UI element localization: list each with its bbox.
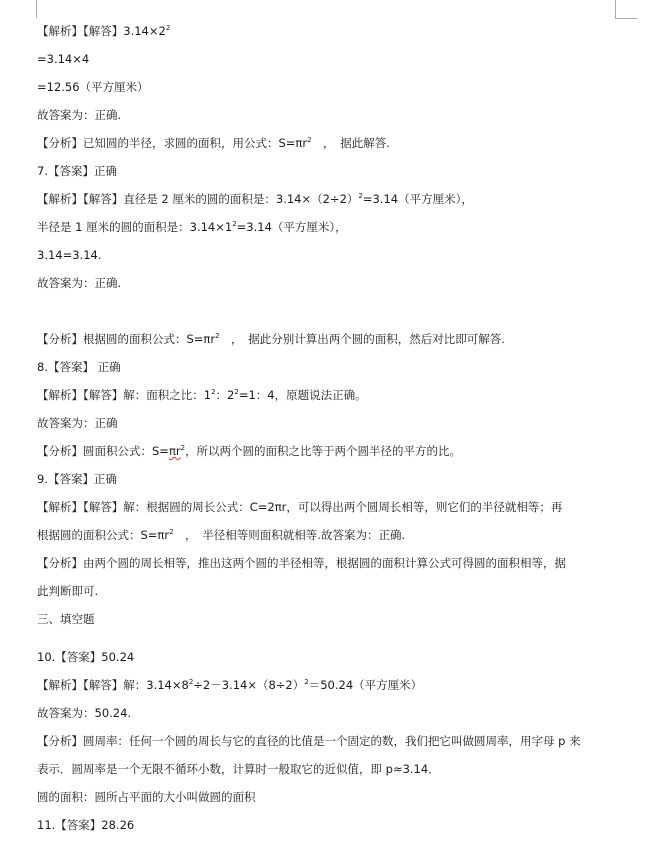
text-segment: 表示．圆周率是一个无限不循环小数，计算时一般取它的近似值，即 p≈3.14． [37,762,440,776]
text-line-11 [37,331,632,347]
text-line-28 [37,817,632,833]
text-segment: =3.14（平方厘米）， [236,220,347,234]
text-segment: 7.【答案】正确 [37,164,117,178]
text-segment: 2 [304,678,309,686]
text-segment: 此判断即可. [37,584,99,598]
text-line-7 [37,191,632,207]
text-line-19 [37,555,632,571]
text-segment: 9.【答案】正确 [37,472,117,486]
text-segment: ， 据此解答. [311,136,390,150]
text-line-14 [37,415,632,431]
page-corner-mark-left [36,0,37,18]
text-segment: ，所以两个圆的面积之比等于两个圆半径的平方的比。 [185,444,462,458]
text-line-23 [37,677,632,693]
text-segment: 故答案为：正确 [37,416,118,430]
text-segment: 2 [165,24,171,32]
text-segment: 故答案为：正确. [37,108,122,122]
text-segment: 三、填空题 [37,612,95,626]
text-line-15 [37,443,632,459]
text-line-22 [37,649,632,665]
text-segment: =12.56（平方厘米） [37,80,149,94]
text-line-25 [37,733,632,749]
text-line-4 [37,107,632,123]
text-line-10 [37,275,632,291]
text-segment: 圆的面积：圆所占平面的大小叫做圆的面积 [37,790,256,804]
text-line-3 [37,79,632,95]
text-line-16 [37,471,632,487]
text-segment: 【分析】由两个圆的周长相等，推出这两个圆的半径相等，根据圆的面积计算公式可得圆的面积相等，据 [37,556,566,570]
text-segment: 【解析】【解答】解：3.14×8 [37,678,189,692]
text-segment: 3.14=3.14. [37,248,102,262]
text-line-5 [37,135,632,151]
text-line-9 [37,247,632,263]
text-line-24 [37,705,632,721]
text-segment: 2 [234,388,239,396]
text-segment: 【解析】【解答】解：面积之比：1 [37,388,212,402]
text-segment: 【分析】圆周率：任何一个圆的周长与它的直径的比值是一个固定的数，我们把它叫做圆周率，用字母 p 来 [37,734,581,748]
text-segment: 根据圆的面积公式：S=πr [37,528,170,542]
text-segment: 2 [180,444,186,452]
text-segment: =3.14（平方厘米）， [362,192,473,206]
text-segment: 【解析】【解答】直径是 2 厘米的圆的面积是：3.14×（2÷2） [37,192,359,206]
text-segment: 【分析】根据圆的面积公式：S=πr [37,332,216,346]
text-segment: 2 [232,220,237,228]
text-line-1 [37,23,632,39]
text-segment: 2 [188,678,194,686]
text-line-13 [37,387,632,403]
text-line-2 [37,51,632,67]
text-line-18 [37,527,632,543]
text-segment: 2 [169,528,174,536]
text-segment: 【解析】【解答】解：根据圆的周长公式：C=2πr，可以得出两个圆周长相等，则它们的半径就相等；再 [37,500,563,514]
page-corner-mark-right [615,0,616,18]
text-segment: 【解析】【解答】3.14×2 [37,24,166,38]
text-segment: 故答案为：正确. [37,276,122,290]
text-segment: 8.【答案】 正确 [37,360,121,374]
text-segment: 2 [211,388,216,396]
text-segment: 2 [215,332,220,340]
text-line-6 [37,163,632,179]
text-segment: ＝50.24（平方厘米） [308,678,423,692]
text-segment: 【分析】已知圆的半径，求圆的面积，用公式：S=πr [37,136,308,150]
text-segment: 【分析】圆面积公式：S= [37,444,169,458]
text-segment: ， 半径相等则面积就相等.故答案为：正确. [173,528,406,542]
text-line-17 [37,499,632,515]
text-segment: 2 [307,136,312,144]
text-line-21 [37,611,632,627]
text-segment: πr [168,444,181,458]
text-segment: =3.14×4 [37,52,90,66]
text-segment: 半径是 1 厘米的圆的面积是：3.14×1 [37,220,233,234]
text-segment: =1：4，原题说法正确。 [238,388,367,402]
text-segment: 10.【答案】50.24 [37,650,135,664]
text-segment: 故答案为：50.24. [37,706,132,720]
text-segment: 11.【答案】28.26 [37,818,135,832]
text-segment: ：2 [215,388,235,402]
text-segment: ÷2－3.14×（8÷2） [193,678,305,692]
text-line-8 [37,219,632,235]
text-line-27 [37,789,632,805]
text-segment: 2 [358,192,363,200]
page-corner-mark-right-h [615,18,637,19]
text-line-26 [37,761,632,777]
text-segment: ， 据此分别计算出两个圆的面积，然后对比即可解答. [219,332,505,346]
text-line-12 [37,359,632,375]
text-line-20 [37,583,632,599]
